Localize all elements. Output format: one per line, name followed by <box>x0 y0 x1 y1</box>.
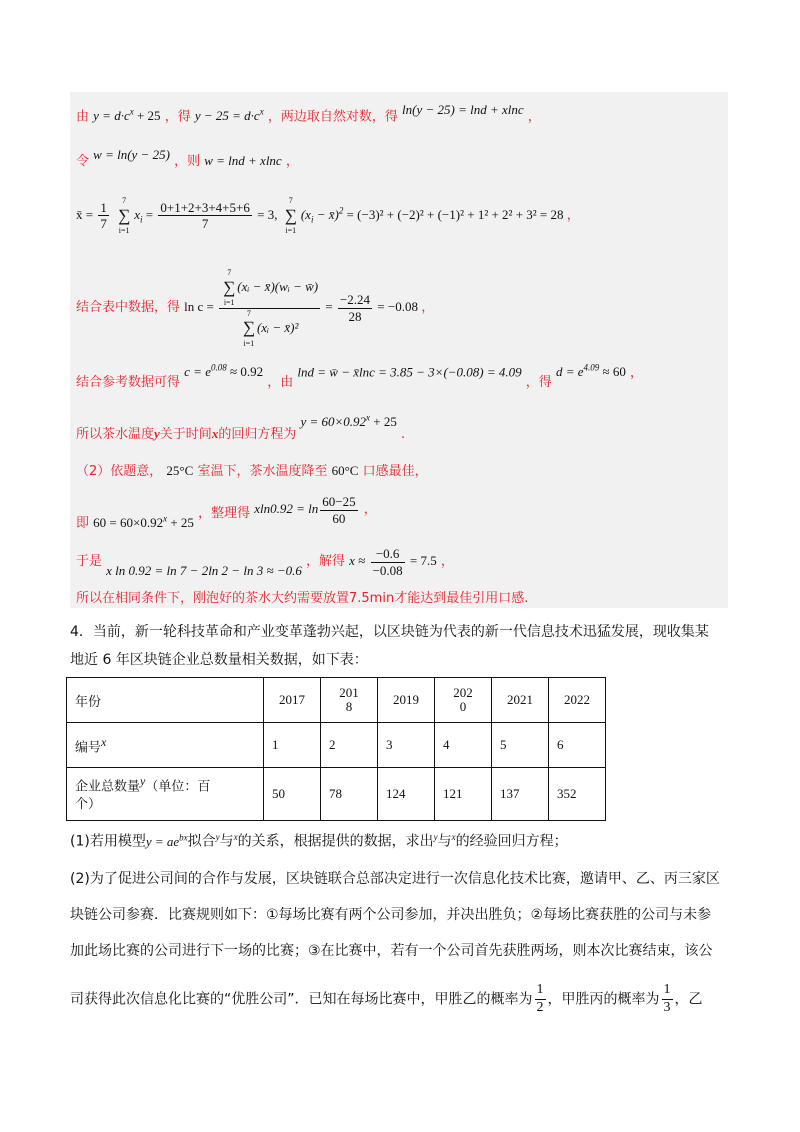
solution-line-3: x̄ = $\frac{1}{7}$ 7 ∑ i=1 $x_i$ = $\frac{0+1+2+3+4+5+6}{7}$ = 3, 7 ∑ i=1 ($x_i$ − x̄)$^2$ = (−3)² + (−2)² + (−1)² + 1² + 2² + 3² = 28 ， <box>76 196 580 235</box>
question-4-part-2-line-4: 司获得此次信息化比赛的“优胜公司”．已知在每场比赛中，甲胜乙的概率为 $\frac{1}{2}$ ，甲胜丙的概率为 $\frac{1}{3}$ ，乙 <box>70 982 703 1015</box>
eq-shift: $y - 25 = d\cdot c^x$ <box>194 107 264 124</box>
eq-lnd: lnd = w̄ − x̄lnc = 3.85 − 3×(−0.08) = 4.09 <box>297 364 522 380</box>
eq-w-def: w = ln(y − 25) <box>93 147 170 162</box>
eq-w-linear: w = lnd + xlnc <box>204 153 282 168</box>
eq-log: ln(y − 25) = lnd + xlnc <box>402 102 524 118</box>
eq-model: $y = d\cdot c^x + 25$ <box>93 107 161 124</box>
question-4-part-2-line-1: (2)为了促进公司间的合作与发展，区块链联合总部决定进行一次信息化技术比赛，邀请甲、乙、丙三家区 <box>70 871 720 887</box>
solution-line-9: 于是 x ln 0.92 = ln 7 − 2ln 2 − ln 3 ≈ −0.6 ，解得 x ≈ $\frac{-0.6}{-0.08}$ = 7.5 ， <box>76 546 454 579</box>
eq-xbar: x̄ = $\frac{1}{7}$ 7 ∑ i=1 $x_i$ = $\frac{0+1+2+3+4+5+6}{7}$ = 3, 7 ∑ i=1 ($x_i$ − x̄)$^2$ = (−3)² + (−2)² + (−1)² + 1² + 2² + 3² = 28 <box>76 196 564 235</box>
eq-c: $c = e^{0.08} \approx 0.92$ <box>184 363 264 380</box>
solution-line-1: 由 $y = d\cdot c^x + 25$ ，得 $y - 25 = d\cdot c^x$ ，两边取自然对数，得 ln(y − 25) = lnd + xlnc ， <box>76 102 541 125</box>
table-row: 年份 2017 201 8 2019 202 0 2021 2022 <box>67 678 606 723</box>
solution-line-7: （2）依题意， 25°C 室温下，茶水温度降至 60°C 口感最佳， <box>76 463 428 479</box>
solution-line-2: 令 w = ln(y − 25) ，则 w = lnd + xlnc ， <box>76 147 299 169</box>
question-4-line-2: 地近 6 年区块链企业总数量相关数据，如下表： <box>70 652 368 668</box>
blockchain-data-table <box>66 677 606 821</box>
question-4-part-2-line-2: 块链公司参赛．比赛规则如下：①每场比赛有两个公司参加，并决出胜负；②每场比赛获胜的公司与未参 <box>70 907 712 923</box>
eq-lnc: ln c = 7 ∑ i=1 (xᵢ − x̄)(wᵢ − w̄) 7 ∑ i=1 (xᵢ − x̄)² = $\frac{-2.24}{28}$ = −0.08 <box>184 268 418 348</box>
solution-line-5: 结合参考数据可得 $c = e^{0.08} \approx 0.92$ ，由 lnd = w̄ − x̄lnc = 3.85 − 3×(−0.08) = 4.09 ，得 $d = e^{4.09} \approx 60$ ， <box>76 363 644 391</box>
eq-regression: $y = 60\times 0.92^x + 25$ <box>300 413 397 430</box>
solution-line-8: 即 $60 = 60\times 0.92^x + 25$ ，整理得 xln0.92 = ln $\frac{60-25}{60}$ ， <box>76 494 377 532</box>
solution-line-4: 结合表中数据，得 ln c = 7 ∑ i=1 (xᵢ − x̄)(wᵢ − w̄) 7 ∑ i=1 (xᵢ − x̄)² = $\frac{-2.24}{28}$ = −0.08 ， <box>76 268 435 348</box>
eq-d: $d = e^{4.09} \approx 60$ <box>555 363 626 380</box>
solution-conclusion: 所以在相同条件下，刚泡好的茶水大约需要放置7.5min才能达到最佳引用口感. <box>76 591 529 606</box>
question-4-part-1: (1)若用模型$y = ae^{bx}$拟合$^y$与$^x$的关系，根据提供的数据，求出$^y$与$^x$的经验回归方程； <box>70 832 568 850</box>
question-4-line-1: 4．当前，新一轮科技革命和产业变革蓬勃兴起，以区块链为代表的新一代信息技术迅猛发展，现收集某 <box>70 624 709 640</box>
question-4-part-2-line-3: 加此场比赛的公司进行下一场的比赛；③在比赛中，若有一个公司首先获胜两场，则本次比赛结束，该公 <box>70 943 713 959</box>
table-row: 企业总数量$^y$（单位：百 个） 50 78 124 121 137 352 <box>67 768 606 821</box>
table-row: 编号$^x$ 1 2 3 4 5 6 <box>67 723 606 768</box>
solution-line-6: 所以茶水温度y关于时间x的回归方程为 $y = 60\times 0.92^x + 25$ . <box>76 413 406 443</box>
